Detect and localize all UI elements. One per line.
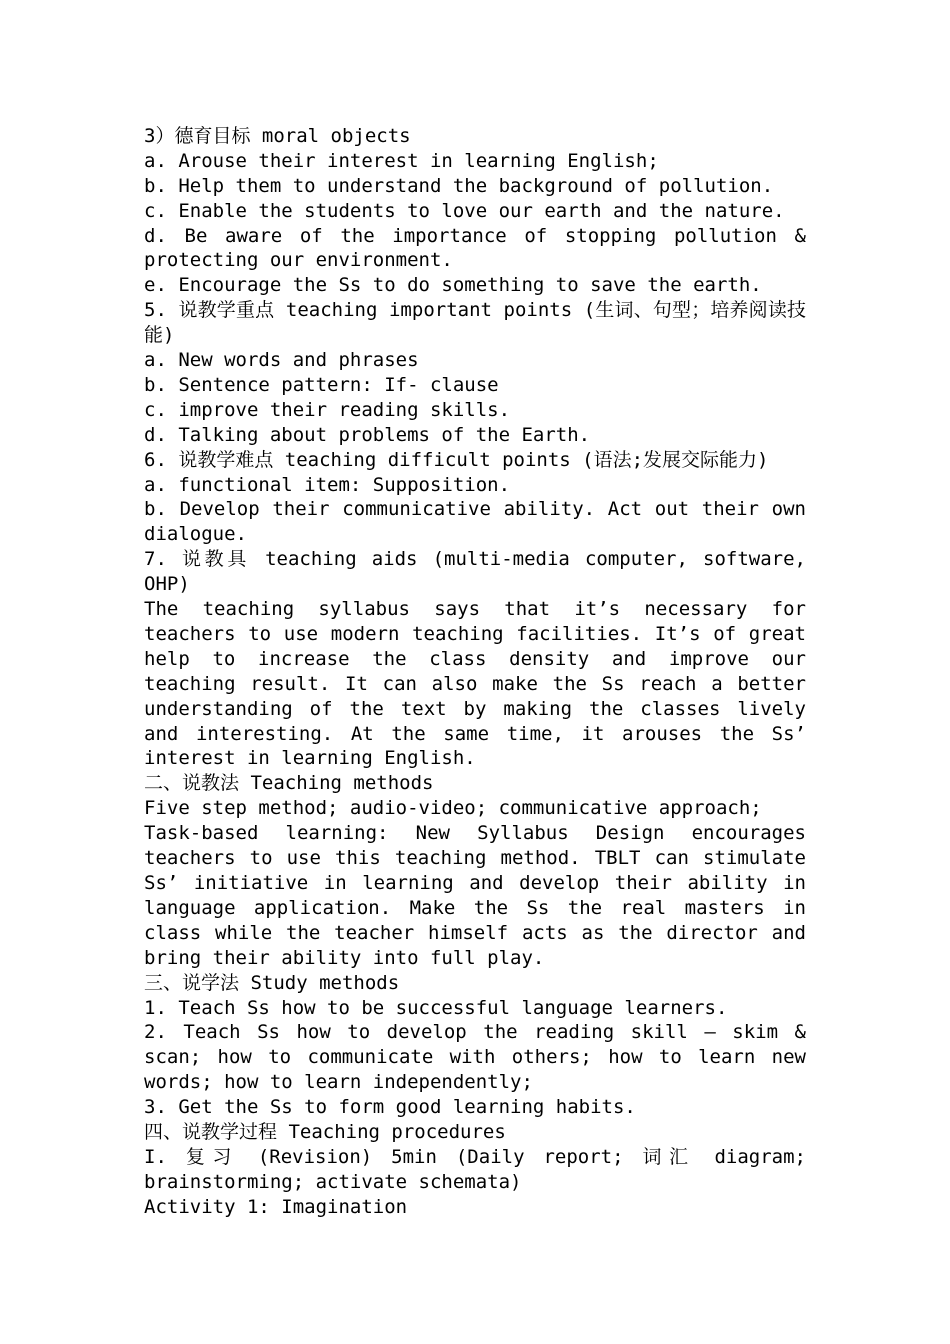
teaching-aids-paragraph: The teaching syllabus says that it’s necessary for teachers to use modern teaching facilities. It’s of great help to increase the class density and improve our teaching result. It can also make the Ss reach a better understanding of the text by making the classes lively and interesting. At the same time, it arouses the Ss’ interest in learning English. [144, 598, 806, 770]
important-points-item-a: a. New words and phrases [144, 349, 419, 372]
moral-objects-item-d: d. Be aware of the importance of stopping pollution & protecting our environment. [144, 224, 806, 272]
teaching-methods-line: Five step method; audio-video; communicative approach; [144, 797, 762, 820]
study-methods-item-1: 1. Teach Ss how to be successful language learners. [144, 996, 728, 1019]
important-points-item-b: b. Sentence pattern: If- clause [144, 373, 499, 396]
moral-objects-item-c: c. Enable the students to love our earth and the nature. [144, 199, 785, 222]
difficult-points-item-a: a. functional item: Supposition. [144, 473, 511, 496]
important-points-item-c: c. improve their reading skills. [144, 398, 511, 421]
difficult-points-heading: 6. 说教学难点 teaching difficult points (语法;发展交际能力) [144, 448, 769, 471]
moral-objects-item-b: b. Help them to understand the background of pollution. [144, 174, 774, 197]
difficult-points-item-b: b. Develop their communicative ability. Act out their own dialogue. [144, 498, 806, 546]
teaching-methods-heading: 二、说教法 Teaching methods [144, 772, 434, 795]
procedures-activity-1: Activity 1: Imagination [144, 1195, 408, 1218]
moral-objects-item-e: e. Encourage the Ss to do something to save the earth. [144, 274, 762, 297]
study-methods-item-2: 2. Teach Ss how to develop the reading skill — skim & scan; how to communicate with others; how to learn new words; how to learn independently; [144, 1021, 806, 1094]
important-points-heading: 5. 说教学重点 teaching important points (生词、句型；培养阅读技能) [144, 299, 806, 347]
teaching-aids-heading: 7. 说教具 teaching aids (multi-media computer, software, OHP) [144, 548, 806, 596]
study-methods-heading: 三、说学法 Study methods [144, 971, 400, 994]
procedures-revision: I. 复习 (Revision) 5min (Daily report; 词汇 diagram; brainstorming; activate schemata) [144, 1145, 806, 1193]
document-page [144, 124, 806, 1220]
teaching-methods-paragraph: Task-based learning: New Syllabus Design encourages teachers to use this teaching method. TBLT can stimulate Ss’ initiative in learning and develop their ability in language application. Make the Ss the real masters in class while the teacher himself acts as the director and bring their ability into full play. [144, 822, 806, 969]
moral-objects-heading: 3）德育目标 moral objects [144, 125, 411, 147]
procedures-heading: 四、说教学过程 Teaching procedures [144, 1121, 506, 1143]
study-methods-item-3: 3. Get the Ss to form good learning habits. [144, 1096, 636, 1119]
important-points-item-d: d. Talking about problems of the Earth. [144, 423, 591, 446]
moral-objects-item-a: a. Arouse their interest in learning English; [144, 149, 659, 172]
